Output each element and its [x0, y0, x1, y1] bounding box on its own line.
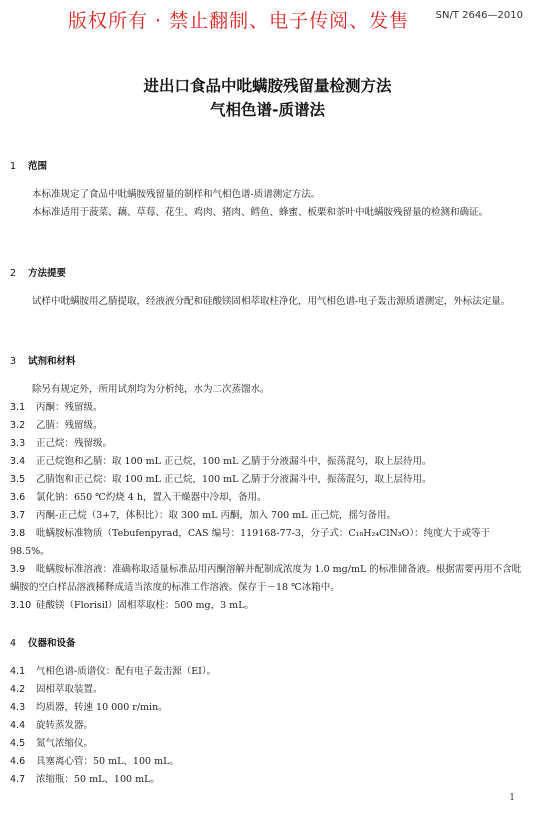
- document-subtitle: 气相色谱-质谱法: [210, 101, 325, 119]
- list-item: 3.1 丙酮：残留级。: [10, 402, 103, 413]
- section-number: 4: [10, 638, 17, 649]
- list-item: 4.7 浓缩瓶：50 mL、100 mL。: [10, 774, 160, 785]
- list-item: 4.3 均质器，转速 10 000 r/min。: [10, 702, 168, 713]
- section-number: 1: [10, 161, 17, 172]
- section-3-heading: [10, 353, 76, 367]
- list-item: 3.6 氯化钠：650 ℃灼烧 4 h，置入干燥器中冷却，备用。: [10, 492, 267, 503]
- list-item: 4.1 气相色谱-质谱仪：配有电子轰击源（EI）。: [10, 666, 217, 677]
- section-4-heading: [10, 635, 76, 649]
- section-number: 3: [10, 356, 17, 367]
- paragraph: 除另有规定外，所用试剂均为分析纯，水为二次蒸馏水。: [32, 384, 270, 395]
- paragraph: 试样中吡螨胺用乙腈提取，经液液分配和硅酸镁固相萃取柱净化，用气相色谱-电子轰击源质谱测定，外标法定量。: [32, 296, 511, 307]
- list-item: 4.6 具塞离心管：50 mL、100 mL。: [10, 756, 179, 767]
- section-number: 2: [10, 268, 17, 279]
- list-item: 3.9 吡螨胺标准溶液：准确称取适量标准品用丙酮溶解并配制成浓度为 1.0 mg/mL 的标准储备液。根据需要再用不含吡螨胺的空白样品溶液稀释成适当浓度的标准工作溶液。保存于－18 ℃冰箱中。: [10, 564, 522, 593]
- list-item: 3.8 吡螨胺标准物质（Tebufenpyrad，CAS 编号：119168-77-3，分子式：C₁₈H₂₄ClN₃O）：纯度大于或等于 98.5%。: [10, 528, 491, 557]
- section-2-heading: [10, 265, 66, 279]
- copyright-watermark: 版权所有 · 禁止翻制、电子传阅、发售: [68, 10, 410, 32]
- list-item: 3.2 乙腈：残留级。: [10, 420, 103, 431]
- section-title: 仪器和设备: [28, 638, 76, 649]
- list-item: 3.5 乙腈饱和正己烷：取 100 mL 正己烷，100 mL 乙腈于分液漏斗中，振荡混匀，取上层待用。: [10, 474, 432, 485]
- section-title: 试剂和材料: [28, 356, 76, 367]
- list-item: 3.7 丙酮-正己烷（3+7，体积比）：取 300 mL 丙酮，加入 700 mL 正己烷，摇匀备用。: [10, 510, 397, 521]
- list-item: 3.10 硅酸镁（Florisil）固相萃取柱：500 mg，3 mL。: [10, 600, 255, 611]
- list-item: 4.4 旋转蒸发器。: [10, 720, 94, 731]
- page-number: 1: [509, 793, 515, 803]
- list-item: 4.2 固相萃取装置。: [10, 684, 103, 695]
- list-item: 4.5 氮气浓缩仪。: [10, 738, 94, 749]
- section-title: 方法提要: [28, 268, 67, 279]
- section-title: 范围: [28, 161, 48, 172]
- list-item: 3.3 正己烷：残留级。: [10, 438, 113, 449]
- document-title: 进出口食品中吡螨胺残留量检测方法: [143, 77, 392, 95]
- paragraph: 本标准适用于菠菜、藕、草莓、花生、鸡肉、猪肉、鳕鱼、蜂蜜、板栗和茶叶中吡螨胺残留量的检测和确证。: [32, 207, 489, 218]
- standard-number: SN/T 2646—2010: [435, 10, 523, 21]
- section-1-heading: [10, 158, 47, 172]
- list-item: 3.4 正己烷饱和乙腈：取 100 mL 正己烷，100 mL 乙腈于分液漏斗中，振荡混匀，取上层待用。: [10, 456, 432, 467]
- paragraph: 本标准规定了食品中吡螨胺残留量的制样和气相色谱-质谱测定方法。: [32, 189, 321, 200]
